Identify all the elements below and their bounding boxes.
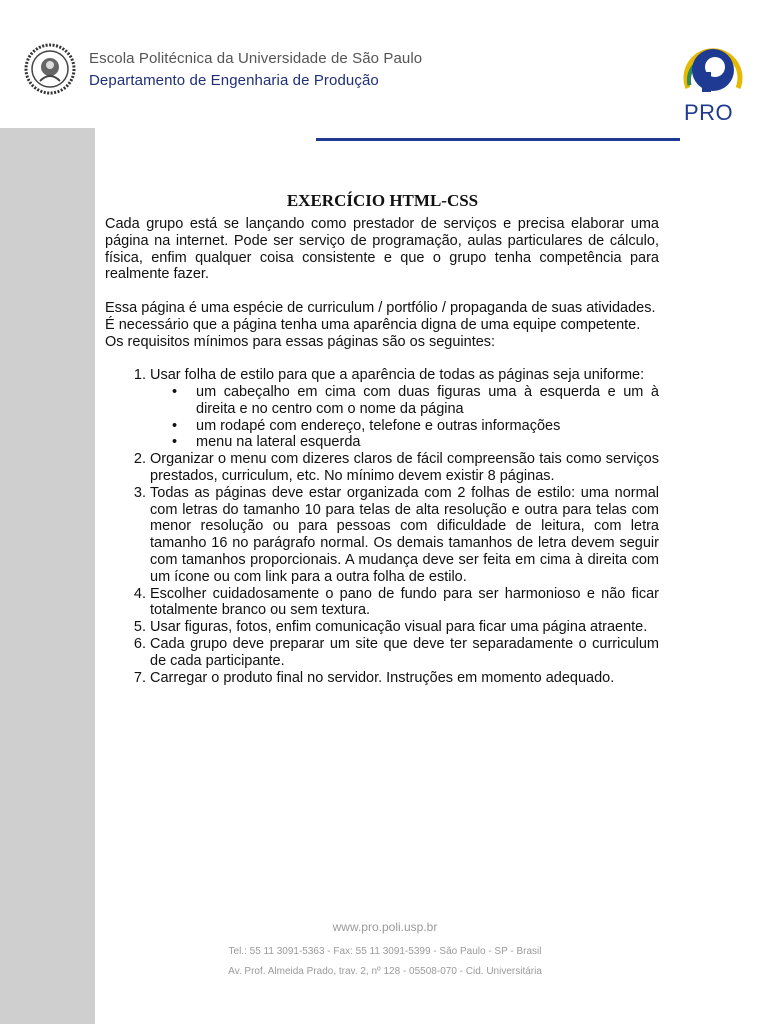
institution-name: Escola Politécnica da Universidade de São Paulo	[89, 50, 423, 67]
paragraph-competence: É necessário que a página tenha uma aparência digna de uma equipe competente.	[105, 316, 641, 333]
sub-item: • menu na lateral esquerda	[196, 434, 659, 451]
requirement-item: 7. Carregar o produto final no servidor. Instruções em momento adequado.	[150, 670, 659, 687]
department-name: Departamento de Engenharia de Produção	[89, 72, 379, 89]
header-requirements-list	[150, 384, 659, 451]
document-title: EXERCÍCIO HTML-CSS	[286, 191, 479, 210]
paragraph-portfolio: Essa página é uma espécie de curriculum / portfólio / propaganda de suas atividades.	[105, 299, 656, 316]
pro-logo-label: PRO	[684, 100, 734, 125]
requirement-item: 6. Cada grupo deve preparar um site que deve ter separadamente o curriculum de cada participante.	[150, 636, 659, 670]
footer-address: Av. Prof. Almeida Prado, trav. 2, nº 128 - 05508-070 - Cid. Universitária	[228, 966, 542, 977]
intro-paragraph: Cada grupo está se lançando como prestador de serviços e precisa elaborar uma página na internet. Pode ser serviço de programação, aulas particulares de cálculo, física, enfim qualquer coisa consistente e que o grupo tenha competência para realmente fazer.	[105, 216, 659, 283]
requirement-item: 5. Usar figuras, fotos, enfim comunicação visual para ficar uma página atraente.	[150, 619, 659, 636]
header-divider	[316, 138, 680, 141]
document-body	[105, 216, 659, 686]
sub-item: • um cabeçalho em cima com duas figuras uma à esquerda e um à direita e no centro com o nome da página	[196, 384, 659, 418]
university-seal-icon	[24, 41, 76, 97]
footer-phone: Tel.: 55 11 3091-5363 - Fax: 55 11 3091-5399 - São Paulo - SP - Brasil	[228, 946, 542, 957]
requirements-list	[105, 367, 659, 686]
requirement-item: 4. Escolher cuidadosamente o pano de fundo para ser harmonioso e não ficar totalmente branco ou sem textura.	[150, 586, 659, 620]
requirement-item: 1. Usar folha de estilo para que a aparência de todas as páginas seja uniforme: • um cabeçalho em cima com duas figuras uma à esquerda e um à direita e no centro com o nome da página • um rodapé com endereço, telefone e outras informações • menu na lateral esquerda	[150, 367, 659, 451]
left-margin-bar	[0, 128, 95, 1024]
requirement-item: 2. Organizar o menu com dizeres claros de fácil compreensão tais como serviços prestados, curriculum, etc. No mínimo devem existir 8 páginas.	[150, 451, 659, 485]
paragraph-requirements-intro: Os requisitos mínimos para essas páginas são os seguintes:	[105, 333, 496, 350]
footer-url: www.pro.poli.usp.br	[332, 920, 438, 934]
requirement-item: 3. Todas as páginas deve estar organizada com 2 folhas de estilo: uma normal com letras do tamanho 10 para telas de alta resolução e outra para telas com menor resolução ou para pessoas com dificuldade de leitura, com letra tamanho 16 no parágrafo normal. Os demais tamanhos de letra devem seguir com tamanhos proporcionais. A mudança deve ser feita em cima à direita com um ícone ou com link para a outra folha de estilo.	[150, 485, 659, 586]
sub-item: • um rodapé com endereço, telefone e outras informações	[196, 418, 659, 435]
